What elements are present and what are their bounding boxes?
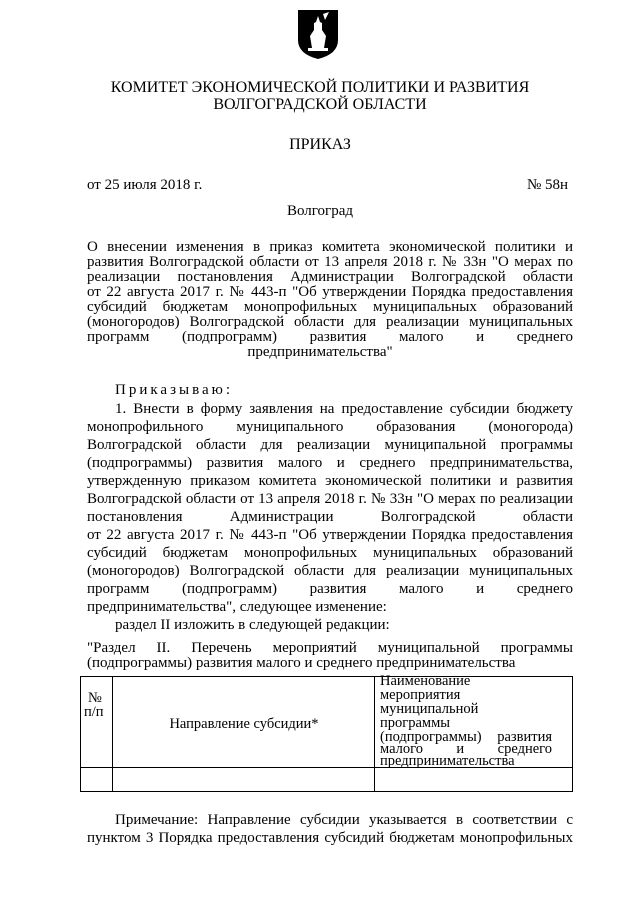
city-name: Волгоград xyxy=(286,203,353,219)
subject-line: от 22 августа 2017 г. № 443-п "Об утверждении Порядка предоставления xyxy=(87,284,573,300)
order-date: от 25 июля 2018 г. xyxy=(87,177,203,193)
table-header-measure: (подпрограммы) развития xyxy=(380,729,552,745)
paragraph-line: предпринимательства", следующее изменение: xyxy=(87,599,387,615)
paragraph-line: монопрофильного муниципального образования (моногорода) xyxy=(87,419,573,435)
paragraph-line: от 22 августа 2017 г. № 443-п "Об утверждении Порядка предоставления xyxy=(87,527,573,543)
note-line: пунктом 3 Порядка предоставления субсидий бюджетам монопрофильных xyxy=(87,830,573,846)
paragraph-line: (моногородов) Волгоградской области для реализации муниципальных xyxy=(87,563,573,579)
order-word: Приказываю: xyxy=(115,382,233,398)
table-header-measure: мероприятия xyxy=(380,687,461,703)
order-number: № 58н xyxy=(527,177,569,193)
note-line: Примечание: Направление субсидии указывается в соответствии с xyxy=(115,812,573,828)
coat-of-arms-emblem xyxy=(296,8,340,60)
subject-line: О внесении изменения в приказ комитета экономической политики и xyxy=(87,239,573,255)
document-type: ПРИКАЗ xyxy=(289,136,351,153)
section-title-line: "Раздел II. Перечень мероприятий муниципальной программы xyxy=(87,640,573,656)
paragraph-line: утвержденную приказом комитета экономической политики и развития xyxy=(87,473,573,489)
paragraph-line: Волгоградской области от 13 апреля 2018 г. № 33н "О мерах по реализации xyxy=(87,491,573,507)
subject-line: реализации постановления Администрации Волгоградской области xyxy=(87,269,573,285)
table-header-measure: предпринимательства xyxy=(380,753,515,769)
paragraph-line: 1. Внести в форму заявления на предоставление субсидии бюджету xyxy=(115,401,573,417)
section-title-line: (подпрограммы) развития малого и среднего предпринимательства xyxy=(87,655,516,671)
subject-line: развития Волгоградской области от 13 апреля 2018 г. № 33н "О мерах по xyxy=(87,254,573,270)
subject-line: программ (подпрограмм) развития малого и среднего xyxy=(87,329,573,345)
paragraph-line: Волгоградской области для реализации муниципальной программы xyxy=(87,437,573,453)
measures-table xyxy=(80,673,573,792)
table-header-measure: муниципальной xyxy=(380,701,479,717)
committee-name-line2: ВОЛГОГРАДСКОЙ ОБЛАСТИ xyxy=(213,96,427,113)
paragraph-line: (подпрограммы) развития малого и среднего предпринимательства, xyxy=(87,455,573,471)
subject-line: (моногородов) Волгоградской области для реализации муниципальных xyxy=(87,314,573,330)
section-instruction: раздел II изложить в следующей редакции: xyxy=(115,617,390,633)
table-header-measure: Наименование xyxy=(380,673,471,689)
table-header-number: № xyxy=(88,690,102,706)
paragraph-line: субсидий бюджетам монопрофильных муниципальных образований xyxy=(87,545,573,561)
subject-line: субсидий бюджетам монопрофильных муниципальных образований xyxy=(87,299,573,315)
paragraph-line: постановления Администрации Волгоградской области xyxy=(87,509,573,525)
subject-line: предпринимательства" xyxy=(247,344,393,360)
table-header-direction: Направление субсидии* xyxy=(169,716,319,732)
table-header-measure: программы xyxy=(380,715,450,731)
paragraph-line: программ (подпрограмм) развития малого и среднего xyxy=(87,581,573,597)
table-header-measure: малого и среднего xyxy=(380,741,552,757)
committee-name-line1: КОМИТЕТ ЭКОНОМИЧЕСКОЙ ПОЛИТИКИ И РАЗВИТИЯ xyxy=(110,79,530,96)
table-header-number: п/п xyxy=(84,704,104,720)
